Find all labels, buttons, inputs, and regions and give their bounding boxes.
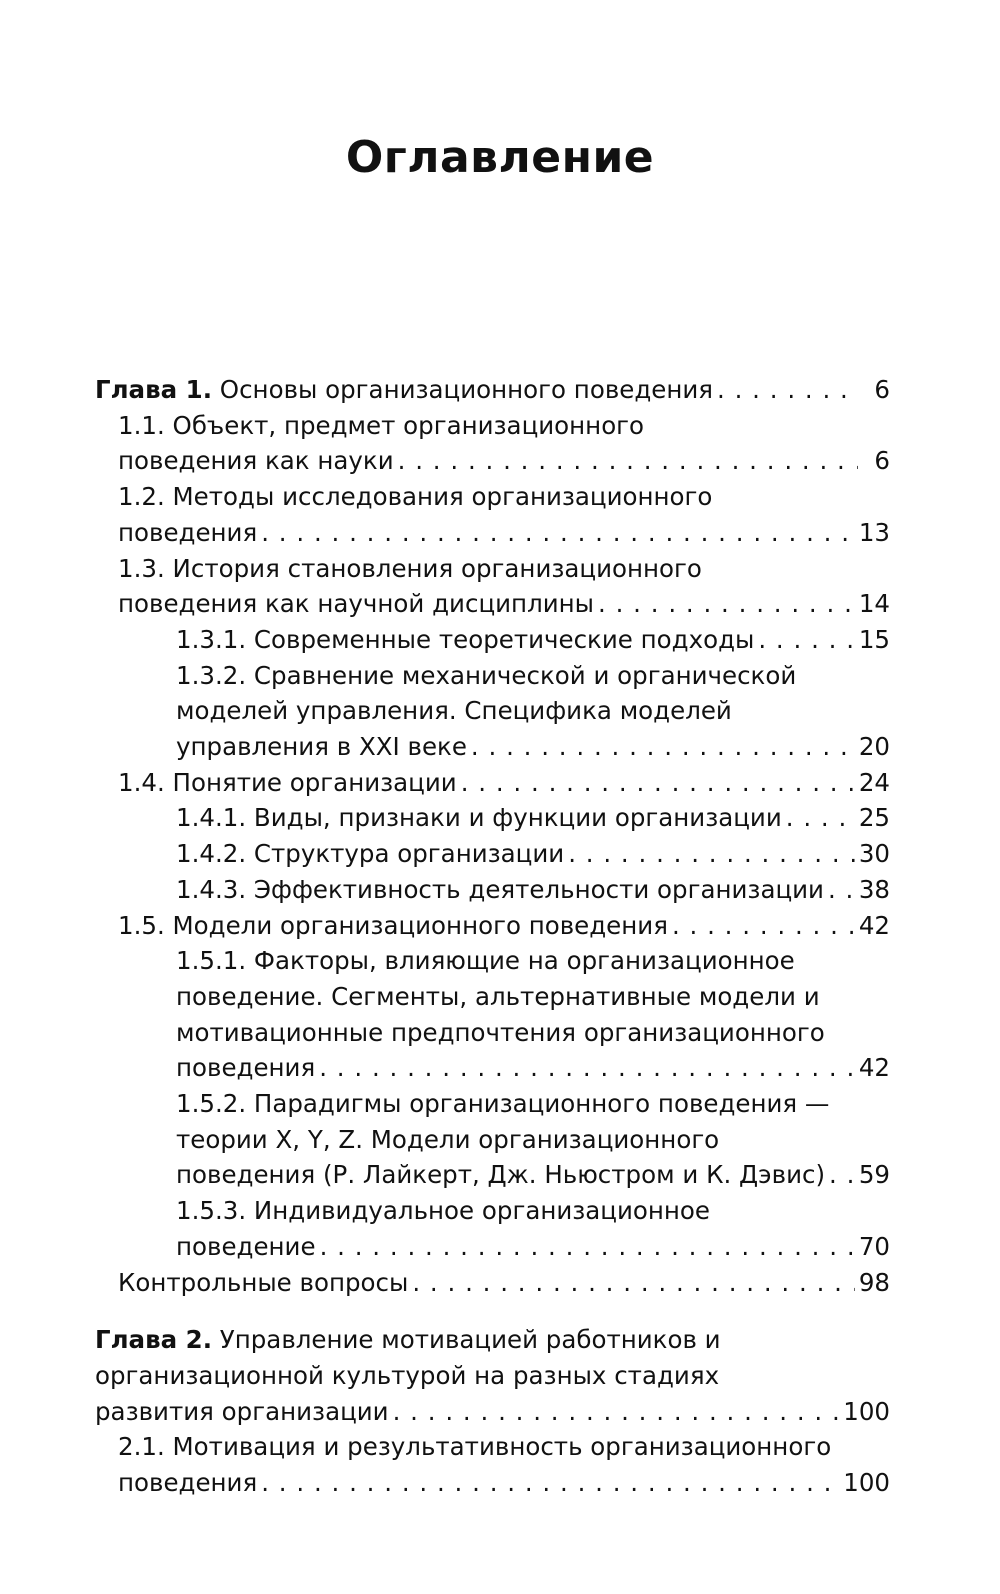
toc-entry-text: 1.5.1. Факторы, влияющие на организационное: [176, 946, 795, 976]
page-number: 20: [858, 732, 890, 762]
toc-entry-text: 1.2. Методы исследования организационного: [118, 482, 713, 512]
toc-entry-line: [118, 1465, 890, 1501]
chapter-label: Глава 1.: [95, 375, 213, 404]
page-number: 15: [858, 624, 890, 654]
toc-entry-line: [118, 1265, 890, 1301]
dot-leader: [471, 729, 855, 765]
toc-chapter-entry[interactable]: [95, 372, 890, 408]
toc-entry-text: поведение. Сегменты, альтернативные модели и: [176, 981, 820, 1011]
toc-entry-line: [95, 1322, 890, 1358]
page-number: 98: [858, 1267, 890, 1297]
toc-entry-line: [118, 443, 890, 479]
page-number: 13: [858, 517, 890, 547]
toc-entry-line: [118, 479, 890, 515]
dot-leader: [672, 908, 855, 944]
toc-entry-text: 1.1. Объект, предмет организационного: [118, 410, 645, 440]
toc-entry-text: 1.4.1. Виды, признаки и функции организации: [176, 803, 782, 833]
toc-entry[interactable]: [176, 1193, 890, 1264]
toc-entry[interactable]: [118, 1265, 890, 1301]
dot-leader: [758, 622, 854, 658]
dot-leader: [717, 372, 858, 408]
toc-entry[interactable]: [118, 551, 890, 622]
page-number: 6: [874, 375, 890, 404]
chapter-label: Глава 2.: [95, 1325, 213, 1355]
toc-entry-text: развития организации: [95, 1396, 389, 1426]
dot-leader: [261, 515, 855, 551]
toc-entry-text: теории X, Y, Z. Модели организационного: [176, 1124, 720, 1154]
toc-entry-text: управления в XXI веке: [176, 732, 467, 762]
page-number: 38: [858, 874, 890, 904]
page-number: 42: [858, 1053, 890, 1083]
toc-entry-text: поведения: [118, 1468, 258, 1498]
dot-leader: [320, 1229, 855, 1265]
toc-entry-line: [176, 1157, 890, 1193]
page-number: 70: [858, 1231, 890, 1261]
page-number: 30: [858, 839, 890, 869]
toc-entry-text: Глава 1. Основы организационного поведения: [95, 375, 714, 404]
toc-entry-text: 1.3.1. Современные теоретические подходы: [176, 624, 755, 654]
toc-entry[interactable]: [118, 908, 890, 944]
page-number: 100: [843, 1396, 890, 1426]
page-number: 59: [858, 1160, 890, 1190]
page-number: 100: [843, 1468, 890, 1498]
dot-leader: [393, 1394, 840, 1430]
toc-entry-text: 1.5.2. Парадигмы организационного поведения —: [176, 1089, 830, 1119]
toc-entry-line: [176, 1015, 890, 1051]
toc-entry-text: Контрольные вопросы: [118, 1267, 409, 1297]
dot-leader: [829, 1157, 855, 1193]
toc-entry-text: поведения: [176, 1053, 316, 1083]
toc-entry-line: [118, 551, 890, 587]
toc-entry-text: 1.3. История становления организационного: [118, 553, 702, 583]
dot-leader: [412, 1265, 854, 1301]
toc-entry-text: 1.3.2. Сравнение механической и органической: [176, 660, 797, 690]
toc-entry-text: 2.1. Мотивация и результативность организационного: [118, 1432, 832, 1462]
toc-entry-line: [176, 693, 890, 729]
toc-entry-text: 1.5. Модели организационного поведения: [118, 910, 668, 940]
toc-entry-line: [176, 1229, 890, 1265]
toc-entry-line: [118, 586, 890, 622]
toc-entry-line: [118, 1429, 890, 1465]
dot-leader: [786, 800, 855, 836]
toc-entry-line: [176, 1050, 890, 1086]
toc-entry[interactable]: [118, 765, 890, 801]
toc-entry[interactable]: [176, 1086, 890, 1193]
toc-entry[interactable]: [118, 408, 890, 479]
toc-entry[interactable]: [118, 479, 890, 550]
dot-leader: [261, 1465, 839, 1501]
toc-entry-line: [176, 1086, 890, 1122]
toc-entry-line: [95, 372, 890, 408]
toc-entry[interactable]: [176, 658, 890, 765]
dot-leader: [828, 872, 855, 908]
toc-entry[interactable]: [176, 622, 890, 658]
toc-entry-line: [176, 1122, 890, 1158]
toc-entry[interactable]: [176, 800, 890, 836]
toc-entry-line: [118, 515, 890, 551]
toc-entry-line: [176, 979, 890, 1015]
page-number: 25: [858, 803, 890, 833]
toc-entry-text: моделей управления. Специфика моделей: [176, 696, 732, 726]
dot-leader: [319, 1050, 855, 1086]
toc-chapter-entry[interactable]: [95, 1322, 890, 1429]
table-of-contents: [0, 372, 1000, 1501]
page-title: Оглавление: [345, 132, 655, 183]
dot-leader: [461, 765, 855, 801]
page-number: 24: [858, 767, 890, 797]
toc-entry[interactable]: [176, 943, 890, 1086]
toc-entry-text: поведения как научной дисциплины: [118, 589, 595, 619]
dot-leader: [398, 443, 858, 479]
dot-leader: [568, 836, 855, 872]
toc-entry[interactable]: [118, 1429, 890, 1500]
toc-entry[interactable]: [176, 836, 890, 872]
toc-entry-text: поведение: [176, 1231, 316, 1261]
toc-entry-line: [176, 1193, 890, 1229]
section-gap: [0, 1300, 1000, 1322]
toc-entry-text: поведения (Р. Лайкерт, Дж. Ньюстром и К. Дэвис): [176, 1160, 826, 1190]
toc-entry-line: [176, 836, 890, 872]
page-number: 14: [858, 589, 890, 619]
toc-entry-line: [176, 943, 890, 979]
toc-entry-text: мотивационные предпочтения организационного: [176, 1017, 825, 1047]
toc-entry-line: [176, 800, 890, 836]
toc-entry-text: 1.4. Понятие организации: [118, 767, 457, 797]
toc-entry-line: [118, 908, 890, 944]
toc-entry-text: 1.4.3. Эффективность деятельности организации: [176, 874, 824, 904]
toc-entry-text: организационной культурой на разных стадиях: [95, 1360, 720, 1390]
toc-entry-text: Глава 2. Управление мотивацией работников и: [95, 1325, 721, 1355]
toc-entry-line: [176, 658, 890, 694]
toc-entry-text: поведения как науки: [118, 446, 394, 476]
page-number: 6: [874, 446, 890, 476]
toc-entry-line: [176, 872, 890, 908]
toc-entry-line: [176, 622, 890, 658]
toc-entry-text: поведения: [118, 517, 258, 547]
toc-entry-line: [95, 1358, 890, 1394]
toc-entry-text: 1.5.3. Индивидуальное организационное: [176, 1196, 710, 1226]
toc-entry-line: [176, 729, 890, 765]
page-number: 42: [858, 910, 890, 940]
toc-entry-line: [118, 765, 890, 801]
dot-leader: [598, 586, 855, 622]
toc-entry-line: [95, 1394, 890, 1430]
toc-entry-text: 1.4.2. Структура организации: [176, 839, 565, 869]
toc-entry[interactable]: [176, 872, 890, 908]
toc-entry-line: [118, 408, 890, 444]
